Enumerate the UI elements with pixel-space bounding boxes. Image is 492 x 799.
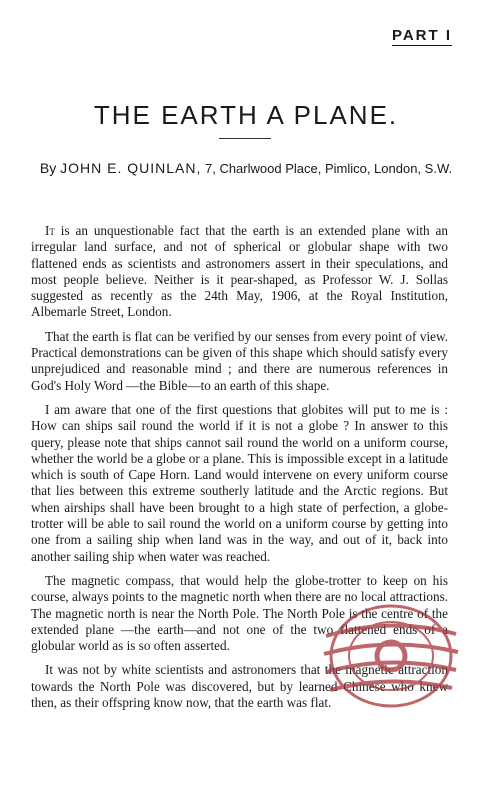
paragraph (31, 573, 448, 654)
paragraph (31, 223, 448, 321)
paragraph (31, 402, 448, 565)
paragraph-text: It was not by white scientists and astronomers that the magnetic attraction towards the North Pole was discovered, but by learned Chinese who knew then, as their offspring know now, that the earth was flat. (31, 662, 448, 711)
part-label: PART I (391, 27, 452, 44)
paragraph-text: The magnetic compass, that would help the globe-trotter to keep on his course, always points to the magnetic north when there are no local attractions. The magnetic north is near the North Pole. The North Pole is the centre of the extended plane —the earth—and not one of the two flattened ends of a globular world as is so often asserted. (31, 572, 448, 654)
paragraph-text: That the earth is flat can be verified by our senses from every point of view. Practical demonstrations can be given of this shape which should satisfy every unprejudiced and reasonable mind ; and there are numerous references in God's Holy Word —the Bible—to an earth of this shape. (31, 328, 448, 393)
title-divider (219, 138, 271, 139)
paragraph-text: I am aware that one of the first questions that globites will put to me is : How can ships sail round the world if it is not a globe ? In answer to this query, please note that ships cannot sail round the world on a uniform course, whether the world be a globe or a plane. This is impossible except in a latitude which is south of Cape Horn. Land would intervene on every uniform course that lies between this extreme southerly latitude and the Arctic regions. But when airships shall have been brought to a high state of perfection, a globe-trotter will be able to sail round the world on a uniform course by getting into one from a sailing ship when land was in the way, and out of it, back into another sailing ship when water was reached. (31, 401, 448, 564)
author-name: JOHN E. QUINLAN, (60, 160, 202, 176)
article-body (31, 223, 448, 719)
paragraph (31, 329, 448, 394)
paragraph-lead: It (45, 223, 55, 238)
byline-prefix: By (39, 160, 61, 176)
article-title: THE EARTH A PLANE. (93, 100, 399, 131)
paragraph (31, 662, 448, 711)
byline (0, 160, 492, 178)
author-address: 7, Charlwood Place, Pimlico, London, S.W. (201, 161, 453, 176)
paragraph-text: is an unquestionable fact that the earth is an extended plane with an irregular land surface, and not of spherical or globular shape with two flattened ends as scientists and astronomers assert in their speculations, and most people believe. Neither is it pear-shaped, as Professor W. J. Sollas suggested as recently as the 24th May, 1906, at the Royal Institution, Albemarle Street, London. (31, 223, 448, 320)
